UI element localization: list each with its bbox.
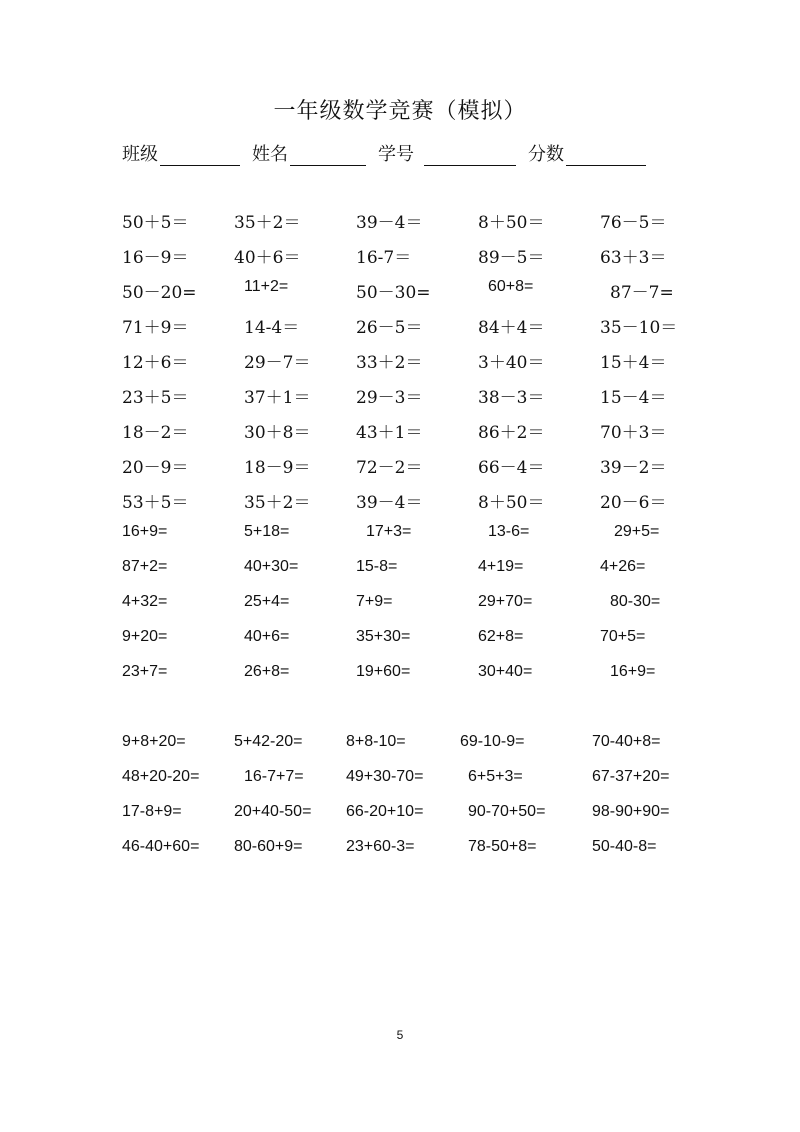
math-problem: 48+20-20= [122, 768, 200, 785]
math-problem: 35－10＝ [600, 318, 678, 338]
math-problem: 69-10-9= [460, 733, 525, 750]
math-problem: 33＋2＝ [356, 353, 423, 373]
section1-row [0, 523, 800, 551]
math-problem: 50－20= [122, 283, 197, 303]
math-problem: 20+40-50= [234, 803, 312, 820]
student-id-blank[interactable] [424, 147, 516, 166]
math-problem: 18－2＝ [122, 423, 189, 443]
math-problem: 90-70+50= [468, 803, 546, 820]
math-problem: 43＋1＝ [356, 423, 423, 443]
math-problem: 8＋50＝ [478, 493, 545, 513]
section2-row [0, 768, 800, 796]
math-problem: 25+4= [244, 593, 290, 610]
section1-row [0, 208, 800, 236]
score-label: 分数 [528, 144, 564, 165]
math-problem: 16-7+7= [244, 768, 304, 785]
math-problem: 37＋1＝ [244, 388, 311, 408]
math-problem: 67-37+20= [592, 768, 670, 785]
math-problem: 63＋3＝ [600, 248, 667, 268]
math-problem: 35＋2＝ [234, 213, 301, 233]
math-problem: 49+30-70= [346, 768, 424, 785]
math-problem: 4+32= [122, 593, 168, 610]
math-problem: 13-6= [488, 523, 530, 540]
math-problem: 40＋6＝ [234, 248, 301, 268]
math-problem: 40+6= [244, 628, 290, 645]
math-problem: 19+60= [356, 663, 411, 680]
math-problem: 62+8= [478, 628, 524, 645]
name-blank[interactable] [290, 147, 366, 166]
math-problem: 70+5= [600, 628, 646, 645]
section1-row [0, 663, 800, 691]
class-label: 班级 [122, 144, 158, 165]
class-field [122, 140, 240, 166]
math-problem: 16+9= [122, 523, 168, 540]
math-problem: 14-4＝ [244, 318, 300, 338]
math-problem: 80-60+9= [234, 838, 303, 855]
section2-row [0, 838, 800, 866]
math-problem: 78-50+8= [468, 838, 537, 855]
section1-row [0, 453, 800, 481]
section1-row [0, 278, 800, 306]
math-problem: 50－30= [356, 283, 431, 303]
math-problem: 15-8= [356, 558, 398, 575]
math-problem: 26－5＝ [356, 318, 423, 338]
math-problem: 5+42-20= [234, 733, 303, 750]
math-problem: 87+2= [122, 558, 168, 575]
math-problem: 46-40+60= [122, 838, 200, 855]
math-problem: 8+8-10= [346, 733, 406, 750]
math-problem: 23+60-3= [346, 838, 415, 855]
math-problem: 20－9＝ [122, 458, 189, 478]
section1-row [0, 593, 800, 621]
math-problem: 84＋4＝ [478, 318, 545, 338]
math-problem: 35+30= [356, 628, 411, 645]
math-problem: 39－2＝ [600, 458, 667, 478]
student-info-line [122, 140, 658, 166]
math-problem: 40+30= [244, 558, 299, 575]
math-problem: 15＋4＝ [600, 353, 667, 373]
math-problem: 30＋8＝ [244, 423, 311, 443]
math-problem: 6+5+3= [468, 768, 523, 785]
student-id-label: 学号 [378, 144, 414, 165]
math-problem: 87－7= [610, 283, 674, 303]
math-problem: 80-30= [610, 593, 661, 610]
math-problem: 35＋2＝ [244, 493, 311, 513]
math-problem: 50-40-8= [592, 838, 657, 855]
name-label: 姓名 [252, 144, 288, 165]
math-problem: 66－4＝ [478, 458, 545, 478]
math-problem: 7+9= [356, 593, 393, 610]
page-title: 一年级数学竞赛（模拟） [273, 99, 527, 124]
math-problem: 89－5＝ [478, 248, 545, 268]
math-problem: 9+8+20= [122, 733, 186, 750]
section1-row [0, 418, 800, 446]
section1-row [0, 558, 800, 586]
math-problem: 71＋9＝ [122, 318, 189, 338]
math-problem: 23＋5＝ [122, 388, 189, 408]
math-problem: 66-20+10= [346, 803, 424, 820]
score-field [528, 140, 646, 166]
section1-row [0, 488, 800, 516]
student-id-field [378, 140, 516, 166]
class-blank[interactable] [160, 147, 240, 166]
math-problem: 16-7＝ [356, 248, 412, 268]
math-problem: 70-40+8= [592, 733, 661, 750]
math-problem: 20－6＝ [600, 493, 667, 513]
math-problem: 86＋2＝ [478, 423, 545, 443]
math-problem: 4+19= [478, 558, 524, 575]
math-problem: 12＋6＝ [122, 353, 189, 373]
section1-row [0, 243, 800, 271]
name-field [252, 140, 366, 166]
math-problem: 23+7= [122, 663, 168, 680]
page-number: 5 [396, 1028, 404, 1042]
section2-row [0, 803, 800, 831]
math-problem: 70＋3＝ [600, 423, 667, 443]
math-problem: 11+2= [244, 278, 289, 295]
section1-row [0, 348, 800, 376]
math-problem: 98-90+90= [592, 803, 670, 820]
section1-row [0, 313, 800, 341]
math-problem: 50＋5＝ [122, 213, 189, 233]
math-problem: 5+18= [244, 523, 290, 540]
math-problem: 17+3= [366, 523, 412, 540]
math-problem: 53＋5＝ [122, 493, 189, 513]
section2-row [0, 733, 800, 761]
math-problem: 29－7＝ [244, 353, 311, 373]
math-problem: 38－3＝ [478, 388, 545, 408]
section1-row [0, 383, 800, 411]
math-problem: 4+26= [600, 558, 646, 575]
math-problem: 8＋50＝ [478, 213, 545, 233]
math-problem: 39－4＝ [356, 493, 423, 513]
math-problem: 9+20= [122, 628, 168, 645]
score-blank[interactable] [566, 147, 646, 166]
section1-row [0, 628, 800, 656]
math-problem: 60+8= [488, 278, 534, 295]
math-problem: 17-8+9= [122, 803, 182, 820]
math-problem: 30+40= [478, 663, 533, 680]
math-problem: 39－4＝ [356, 213, 423, 233]
math-problem: 29+70= [478, 593, 533, 610]
math-problem: 3＋40＝ [478, 353, 545, 373]
math-problem: 16+9= [610, 663, 656, 680]
math-problem: 26+8= [244, 663, 290, 680]
math-problem: 15－4＝ [600, 388, 667, 408]
math-problem: 29－3＝ [356, 388, 423, 408]
math-problem: 72－2＝ [356, 458, 423, 478]
math-problem: 16－9＝ [122, 248, 189, 268]
math-problem: 76－5＝ [600, 213, 667, 233]
math-problem: 29+5= [614, 523, 660, 540]
math-problem: 18－9＝ [244, 458, 311, 478]
